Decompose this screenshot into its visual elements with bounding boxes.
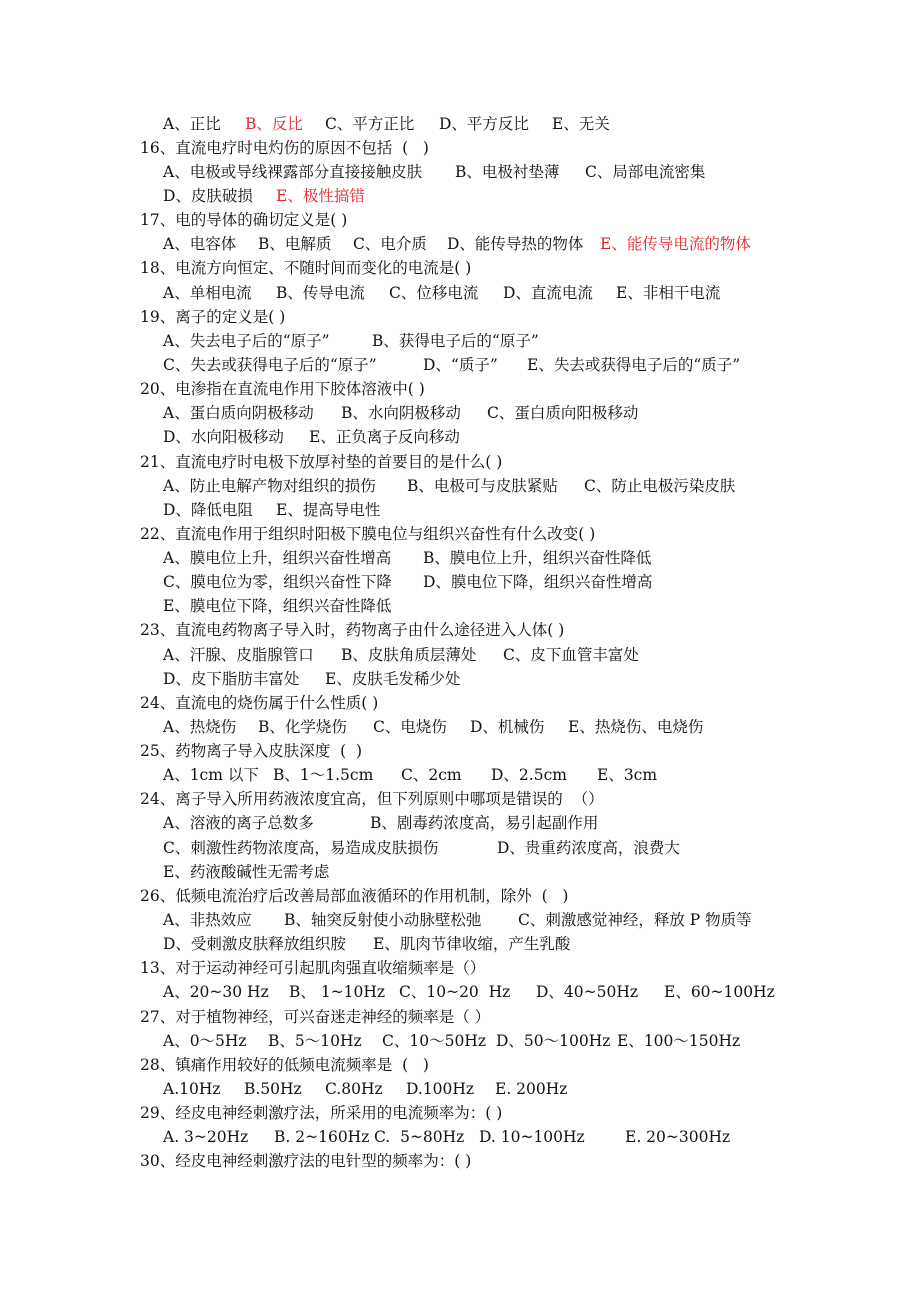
answer-option: B.50Hz xyxy=(244,1080,302,1098)
answer-option: C、皮下血管丰富处 xyxy=(503,646,639,664)
answer-option: E. 20~300Hz xyxy=(625,1128,731,1146)
answer-option: D、40~50Hz xyxy=(536,983,639,1001)
answer-option: E、热烧伤、电烧伤 xyxy=(568,718,704,736)
answer-option: C、10～50Hz xyxy=(382,1032,486,1050)
answer-option: B、电解质 xyxy=(258,235,332,253)
answer-option: A、汗腺、皮脂腺管口 xyxy=(163,646,314,664)
answer-option: E、提高导电性 xyxy=(276,501,381,519)
answer-option: A、电容体 xyxy=(163,235,237,253)
answer-option: B、剧毒药浓度高，易引起副作用 xyxy=(370,814,599,832)
answer-option: B、电极可与皮肤紧贴 xyxy=(407,477,558,495)
answer-option: D、皮下脂肪丰富处 xyxy=(163,670,300,688)
answer-option: C. 5~80Hz xyxy=(374,1128,465,1146)
answer-option: D、贵重药浓度高，浪费大 xyxy=(497,839,680,857)
answer-option: E、非相干电流 xyxy=(616,284,721,302)
question-text: 30、经皮电神经刺激疗法的电针型的频率为：( ) xyxy=(140,1152,472,1170)
answer-option: E、无关 xyxy=(552,115,610,133)
answer-option-highlighted: E、能传导电流的物体 xyxy=(600,235,751,253)
answer-option-highlighted: B、反比 xyxy=(245,115,303,133)
answer-option: A、正比 xyxy=(163,115,221,133)
question-text: 26、低频电流治疗后改善局部血液循环的作用机制，除外 ( ) xyxy=(140,887,569,905)
answer-option: A、膜电位上升，组织兴奋性增高 xyxy=(163,549,392,567)
answer-option: E、药液酸碱性无需考虑 xyxy=(163,863,330,881)
answer-option: D、50～100Hz xyxy=(496,1032,611,1050)
question-text: 16、直流电疗时电灼伤的原因不包括 ( ) xyxy=(140,139,429,157)
answer-option: D、“质子” xyxy=(423,356,498,374)
answer-option: A、蛋白质向阴极移动 xyxy=(163,404,314,422)
question-text: 25、药物离子导入皮肤深度 ( ) xyxy=(140,742,363,760)
answer-option: E、膜电位下降，组织兴奋性降低 xyxy=(163,597,392,615)
answer-option: D、机械伤 xyxy=(470,718,545,736)
answer-option: B. 2~160Hz xyxy=(274,1128,370,1146)
answer-option: C、刺激性药物浓度高，易造成皮肤损伤 xyxy=(163,839,439,857)
answer-option: C、蛋白质向阳极移动 xyxy=(487,404,639,422)
answer-option: C、失去或获得电子后的“原子” xyxy=(163,356,377,374)
question-text: 19、离子的定义是( ) xyxy=(140,308,286,326)
answer-option: B、水向阴极移动 xyxy=(341,404,461,422)
question-text: 28、镇痛作用较好的低频电流频率是 ( ) xyxy=(140,1056,429,1074)
answer-option: E、60~100Hz xyxy=(664,983,775,1001)
answer-option: C、位移电流 xyxy=(389,284,479,302)
answer-option: C、膜电位为零，组织兴奋性下降 xyxy=(163,573,392,591)
answer-option: A、0～5Hz xyxy=(163,1032,247,1050)
question-text: 13、对于运动神经可引起肌肉强直收缩频率是（） xyxy=(140,959,486,977)
question-text: 21、直流电疗时电极下放厚衬垫的首要目的是什么( ) xyxy=(140,453,503,471)
answer-option: A、单相电流 xyxy=(163,284,252,302)
answer-option: B、轴突反射使小动脉壁松弛 xyxy=(284,911,482,929)
answer-option: A、电极或导线裸露部分直接接触皮肤 xyxy=(163,163,423,181)
answer-option: C、防止电极污染皮肤 xyxy=(584,477,736,495)
answer-option: B、膜电位上升，组织兴奋性降低 xyxy=(423,549,652,567)
answer-option: B、电极衬垫薄 xyxy=(455,163,560,181)
answer-option: A.10Hz xyxy=(163,1080,221,1098)
answer-option: D、膜电位下降，组织兴奋性增高 xyxy=(423,573,653,591)
answer-option: E、3cm xyxy=(597,766,658,784)
answer-option: C、刺激感觉神经，释放 P 物质等 xyxy=(518,911,752,929)
answer-option: C、电烧伤 xyxy=(373,718,447,736)
answer-option: D.100Hz xyxy=(406,1080,475,1098)
answer-option: D、2.5cm xyxy=(491,766,567,784)
question-text: 23、直流电药物离子导入时，药物离子由什么途径进入人体( ) xyxy=(140,621,565,639)
answer-option: B、传导电流 xyxy=(276,284,365,302)
question-text: 22、直流电作用于组织时阳极下膜电位与组织兴奋性有什么改变( ) xyxy=(140,525,596,543)
answer-option: A、1cm 以下 xyxy=(163,766,259,784)
answer-option: C、平方正比 xyxy=(325,115,415,133)
answer-option: B、化学烧伤 xyxy=(258,718,347,736)
answer-option: A、防止电解产物对组织的损伤 xyxy=(163,477,376,495)
answer-option: D、受刺激皮肤释放组织胺 xyxy=(163,935,346,953)
answer-option: D、能传导热的物体 xyxy=(447,235,584,253)
answer-option: A、溶液的离子总数多 xyxy=(163,814,314,832)
answer-option: D、水向阳极移动 xyxy=(163,428,284,446)
answer-option: D、降低电阻 xyxy=(163,501,253,519)
answer-option: A、非热效应 xyxy=(163,911,252,929)
answer-option: B、皮肤角质层薄处 xyxy=(341,646,477,664)
answer-option: A、失去电子后的“原子” xyxy=(163,332,330,350)
answer-option: E、肌肉节律收缩，产生乳酸 xyxy=(373,935,571,953)
answer-option: B、5～10Hz xyxy=(268,1032,362,1050)
answer-option: E. 200Hz xyxy=(495,1080,568,1098)
question-text: 17、电的导体的确切定义是( ) xyxy=(140,211,348,229)
answer-option-highlighted: E、极性搞错 xyxy=(276,187,365,205)
question-text: 29、经皮电神经刺激疗法，所采用的电流频率为：( ) xyxy=(140,1104,503,1122)
answer-option: D、皮肤破损 xyxy=(163,187,253,205)
answer-option: E、正负离子反向移动 xyxy=(309,428,460,446)
answer-option: D、直流电流 xyxy=(503,284,593,302)
answer-option: A、20~30 Hz xyxy=(163,983,269,1001)
answer-option: E、100～150Hz xyxy=(617,1032,741,1050)
answer-option: D. 10~100Hz xyxy=(479,1128,585,1146)
answer-option: A. 3~20Hz xyxy=(163,1128,249,1146)
question-text: 27、对于植物神经，可兴奋迷走神经的频率是（ ） xyxy=(140,1008,491,1026)
answer-option: C、10~20 Hz xyxy=(399,983,511,1001)
answer-option: B、 1~10Hz xyxy=(289,983,386,1001)
question-text: 18、电流方向恒定、不随时间而变化的电流是( ) xyxy=(140,259,472,277)
answer-option: B、获得电子后的“原子” xyxy=(372,332,539,350)
answer-option: A、热烧伤 xyxy=(163,718,237,736)
answer-option: B、1～1.5cm xyxy=(273,766,374,784)
answer-option: C、电介质 xyxy=(353,235,427,253)
answer-option: E、失去或获得电子后的“质子” xyxy=(527,356,741,374)
answer-option: C、局部电流密集 xyxy=(585,163,706,181)
answer-option: C、2cm xyxy=(401,766,462,784)
answer-option: E、皮肤毛发稀少处 xyxy=(325,670,461,688)
answer-option: D、平方反比 xyxy=(439,115,529,133)
question-text: 24、离子导入所用药液浓度宜高，但下列原则中哪项是错误的 （） xyxy=(140,790,604,808)
question-text: 24、直流电的烧伤属于什么性质( ) xyxy=(140,694,379,712)
question-text: 20、电渗指在直流电作用下胶体溶液中( ) xyxy=(140,380,425,398)
answer-option: C.80Hz xyxy=(325,1080,383,1098)
